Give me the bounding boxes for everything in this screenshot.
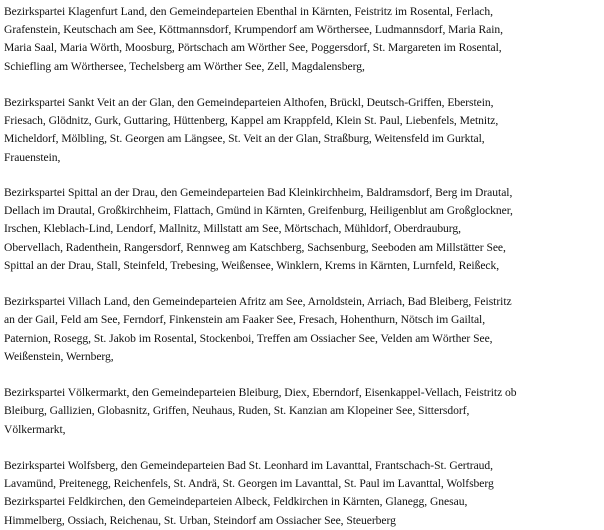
text-line: an der Gail, Feld am See, Ferndorf, Finkenstein am Faaker See, Fresach, Hohenthurn, Nötsch im Gailtal, [4,313,486,327]
text-line: Schiefling am Wörthersee, Techelsberg am Wörther See, Zell, Magdalensberg, [4,59,365,73]
text-line: Bezirkspartei Klagenfurt Land, den Gemeindeparteien Ebenthal in Kärnten, Feistritz im Rosental, Ferlach, [4,5,493,18]
paragraph-voelkermarkt [4,384,604,439]
text-line: Bezirkspartei Feldkirchen, den Gemeindeparteien Albeck, Feldkirchen in Kärnten, Glanegg, Gnesau, [4,495,468,509]
text-line: Bleiburg, Gallizien, Globasnitz, Griffen, Neuhaus, Ruden, St. Kanzian am Klopeiner See, Sittersdorf, [4,404,470,418]
text-line: Friesach, Glödnitz, Gurk, Guttaring, Hüttenberg, Kappel am Krappfeld, Klein St. Paul, Liebenfels, Metnitz, [4,114,499,128]
text-line: Lavamünd, Preitenegg, Reichenfels, St. Andrä, St. Georgen im Lavanttal, St. Paul im Lavanttal, Wolfsberg [4,477,494,491]
text-line: Paternion, Rosegg, St. Jakob im Rosental, Stockenboi, Treffen am Ossiacher See, Velden am Wörther See, [4,331,493,345]
text-line: Himmelberg, Ossiach, Reichenau, St. Urban, Steindorf am Ossiacher See, Steuerberg [4,513,396,527]
text-line: Bezirkspartei Wolfsberg, den Gemeindeparteien Bad St. Leonhard im Lavanttal, Frantschach-St. Gertraud, [4,459,494,472]
text-line: Völkermarkt, [4,422,66,436]
text-line: Bezirkspartei Villach Land, den Gemeindeparteien Afritz am See, Arnoldstein, Arriach, Bad Bleiberg, Feistritz [4,295,512,309]
paragraph-wolfsberg-feldkirchen [4,457,604,530]
paragraph-spittal [4,184,604,275]
paragraph-sankt-veit [4,94,604,167]
text-line: Micheldorf, Mölbling, St. Georgen am Längsee, St. Veit an der Glan, Straßburg, Weitensfeld im Gurktal, [4,132,485,146]
text-line: Dellach im Drautal, Großkirchheim, Flattach, Gmünd in Kärnten, Greifenburg, Heiligenblut am Großglockner, [4,204,513,218]
text-line: Irschen, Kleblach-Lind, Lendorf, Mallnitz, Millstatt am See, Mörtschach, Mühldorf, Oberdrauburg, [4,222,462,236]
paragraph-klagenfurt-land [4,3,604,76]
text-line: Grafenstein, Keutschach am See, Köttmannsdorf, Krumpendorf am Wörthersee, Ludmannsdorf, Maria Rain, [4,23,504,37]
paragraph-villach-land [4,293,604,366]
text-line: Obervellach, Radenthein, Rangersdorf, Rennweg am Katschberg, Sachsenburg, Seeboden am Millstätter See, [4,240,506,254]
text-line: Spittal an der Drau, Stall, Steinfeld, Trebesing, Weißensee, Winklern, Krems in Kärnten, Lurnfeld, Reißeck, [4,258,500,272]
text-line: Bezirkspartei Sankt Veit an der Glan, den Gemeindeparteien Althofen, Brückl, Deutsch-Griffen, Eberstein, [4,96,494,109]
text-line: Maria Saal, Maria Wörth, Moosburg, Pörtschach am Wörther See, Poggersdorf, St. Margareten im Rosental, [4,41,502,55]
text-line: Frauenstein, [4,150,61,164]
text-line: Weißenstein, Wernberg, [4,349,114,363]
text-line: Bezirkspartei Spittal an der Drau, den Gemeindeparteien Bad Kleinkirchheim, Baldramsdorf, Berg im Drautal, [4,186,513,199]
text-line: Bezirkspartei Völkermarkt, den Gemeindeparteien Bleiburg, Diex, Eberndorf, Eisenkappel-Vellach, Feistritz ob [4,386,517,400]
